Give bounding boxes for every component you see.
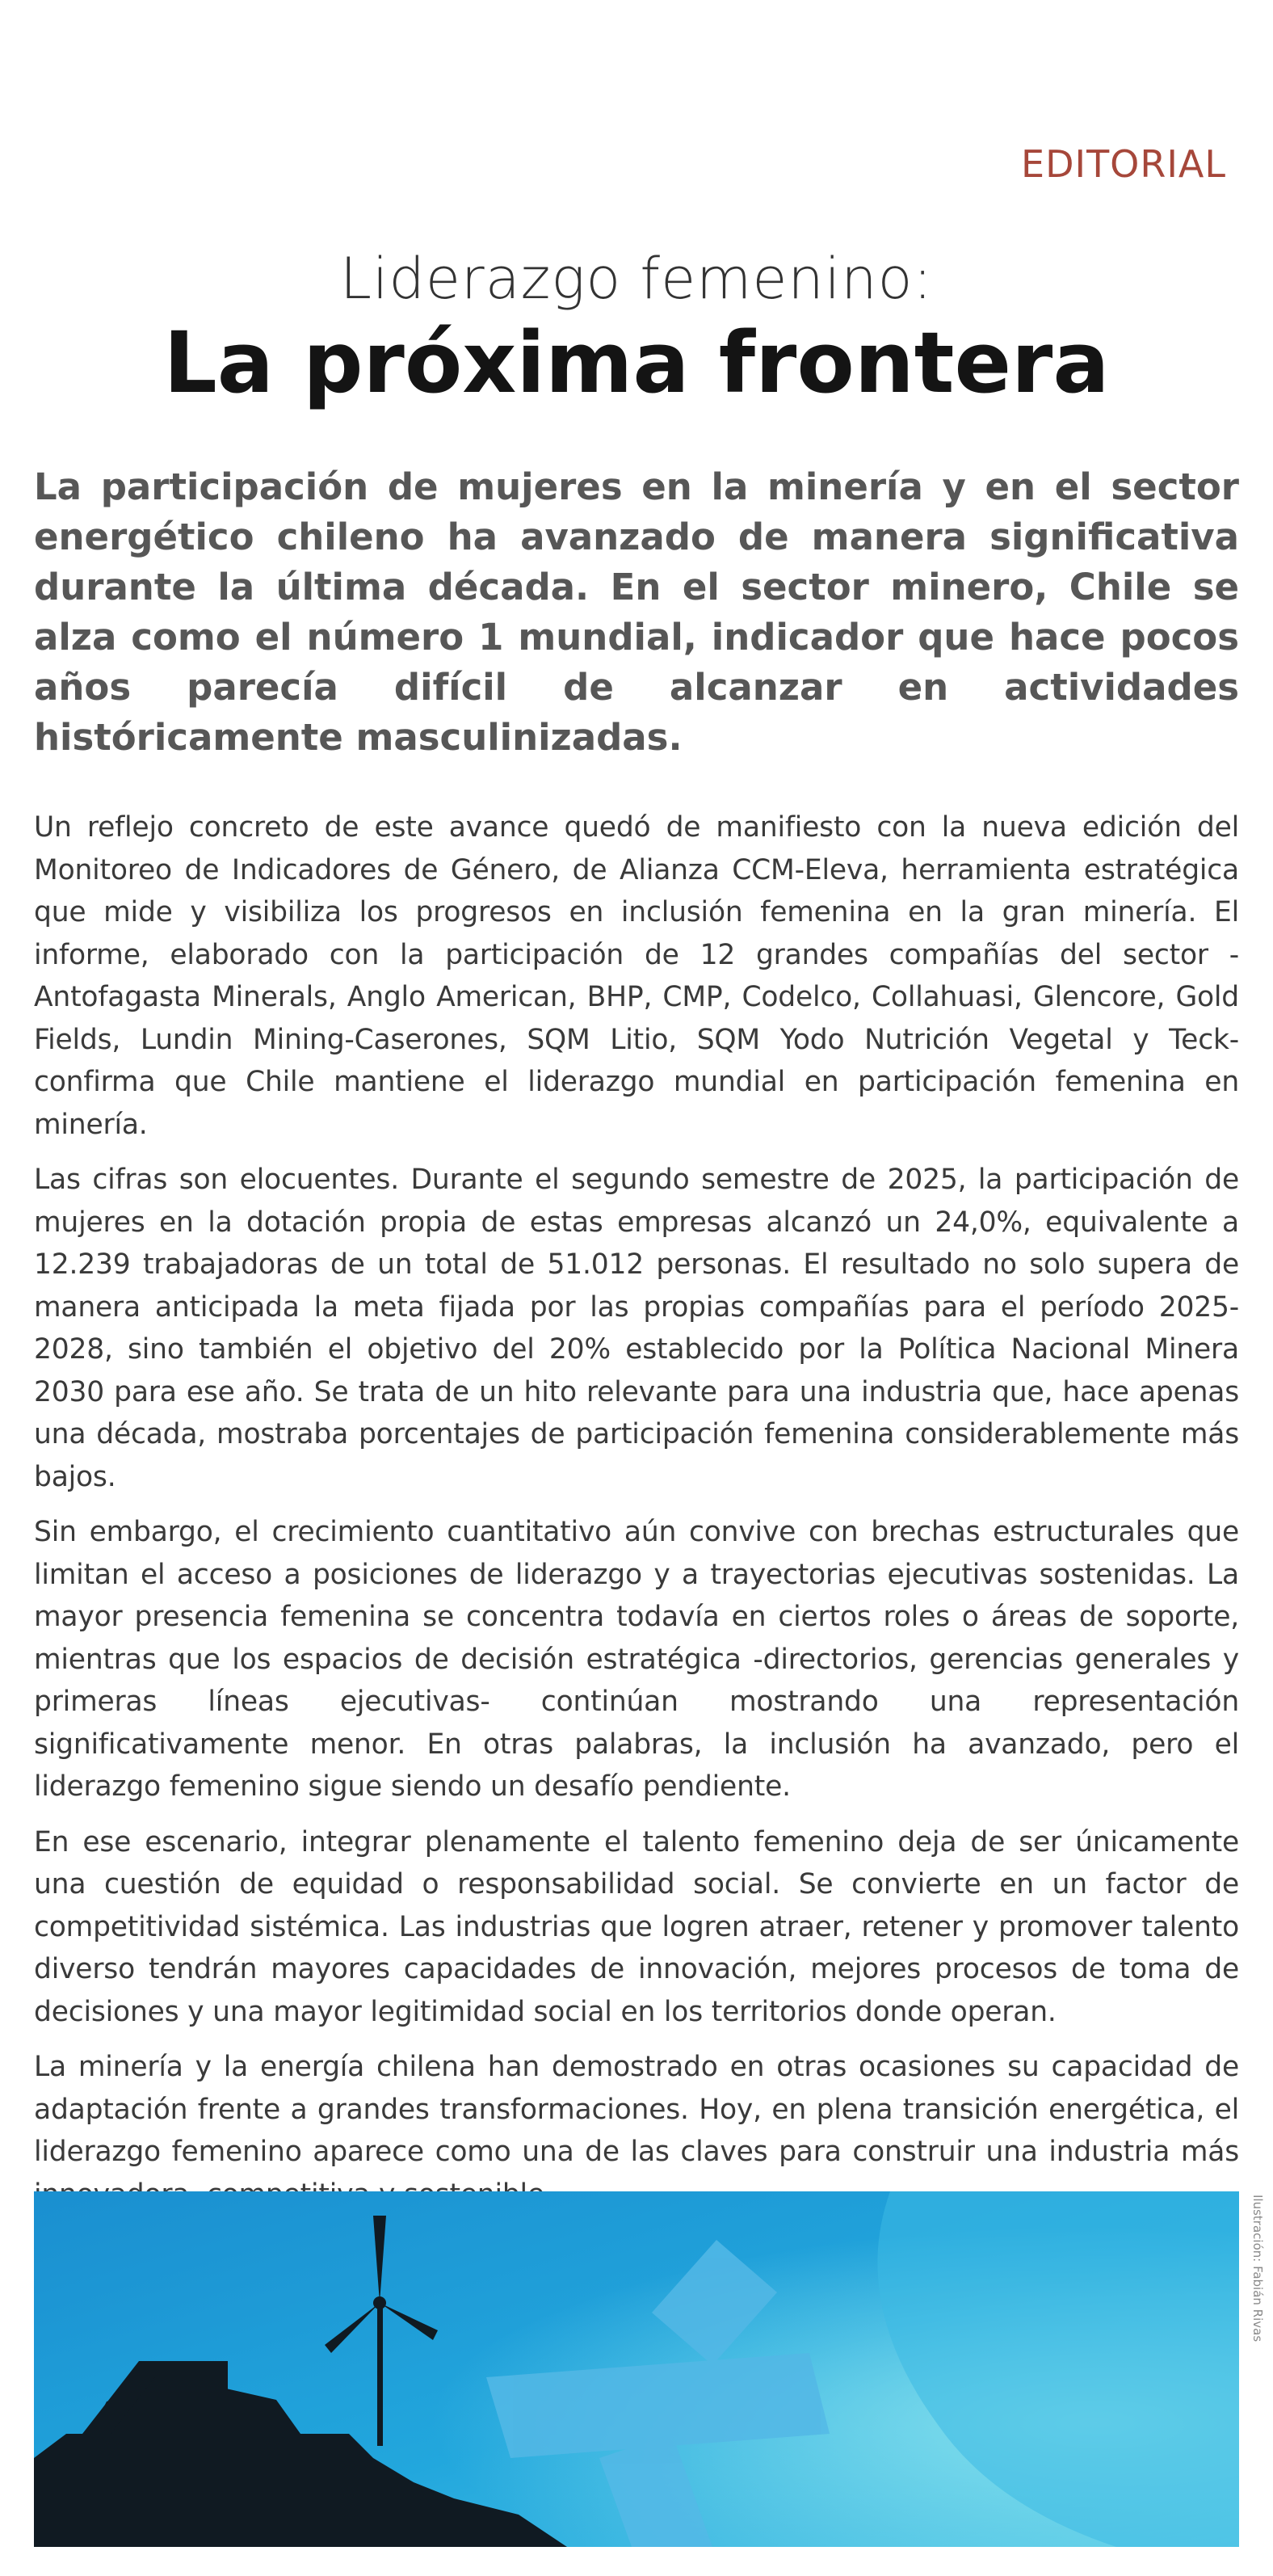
body-paragraph: Sin embargo, el crecimiento cuantitativo aún convive con brechas estructurales que limitan el acceso a posiciones de liderazgo y a trayectorias ejecutivas sostenidas. La mayor presencia femenina se concentra todavía en ciertos roles o áreas de soporte, mientras que los espacios de decisión estratégica -directorios, gerencias generales y primeras líneas ejecutivas- continúan mostrando una representación significativamente menor. En otras palabras, la inclusión ha avanzado, pero el liderazgo femenino sigue siendo un desafío pendiente. (34, 1516, 1239, 1803)
body-paragraph: Un reflejo concreto de este avance quedó de manifiesto con la nueva edición del Monitoreo de Indicadores de Género, de Alianza CCM-Eleva, herramienta estratégica que mide y visibiliza los progresos en inclusión femenina en la gran minería. El informe, elaborado con la participación de 12 grandes compañías del sector -Antofagasta Minerals, Anglo American, BHP, CMP, Codelco, Collahuasi, Glencore, Gold Fields, Lundin Mining-Caserones, SQM Litio, SQM Yodo Nutrición Vegetal y Teck- confirma que Chile mantiene el liderazgo mundial en participación femenina en minería. (34, 811, 1239, 1141)
lead-paragraph: La participación de mujeres en la minería y en el sector energético chileno ha avanzado de manera significativa durante la última década. En el sector minero, Chile se alza como el número 1 mundial, indicador que hace pocos años parecía difícil de alcanzar en actividades históricamente masculinizadas. (34, 465, 1239, 759)
article-body (34, 806, 1239, 2229)
illustration-graphic (34, 2191, 1239, 2547)
illustration (34, 2191, 1239, 2547)
body-paragraph: Las cifras son elocuentes. Durante el segundo semestre de 2025, la participación de mujeres en la dotación propia de estas empresas alcanzó un 24,0%, equivalente a 12.239 trabajadoras de un total de 51.012 personas. El resultado no solo supera de manera anticipada la meta fijada por las propias compañías para el período 2025-2028, sino también el objetivo del 20% establecido por la Política Nacional Minera 2030 para ese año. Se trata de un hito relevante para una industria que, hace apenas una década, mostraba porcentajes de participación femenina considerablemente más bajos. (34, 1164, 1239, 1493)
illustration-credit (1250, 2195, 1267, 2461)
section-label: EDITORIAL (1021, 142, 1226, 186)
body-paragraph: La minería y la energía chilena han demostrado en otras ocasiones su capacidad de adaptación frente a grandes transformaciones. Hoy, en plena transición energética, el liderazgo femenino aparece como una de las claves para construir una industria más (34, 2051, 1239, 2168)
page-title: La próxima frontera (163, 314, 1110, 412)
illustration-credit-text: Ilustración: Fabián Rivas (1250, 2195, 1265, 2342)
body-paragraph: En ese escenario, integrar plenamente el talento femenino deja de ser únicamente una cuestión de equidad o responsabilidad social. Se convierte en un factor de competitividad sistémica. Las industrias que logren atraer, retener y promover talento diverso tendrán mayores capacidades de innovación, mejores procesos de toma de decisiones y una mayor legitimidad social en los territorios donde operan. (34, 1825, 1239, 2028)
headline-kicker: Liderazgo femenino: (339, 246, 933, 312)
